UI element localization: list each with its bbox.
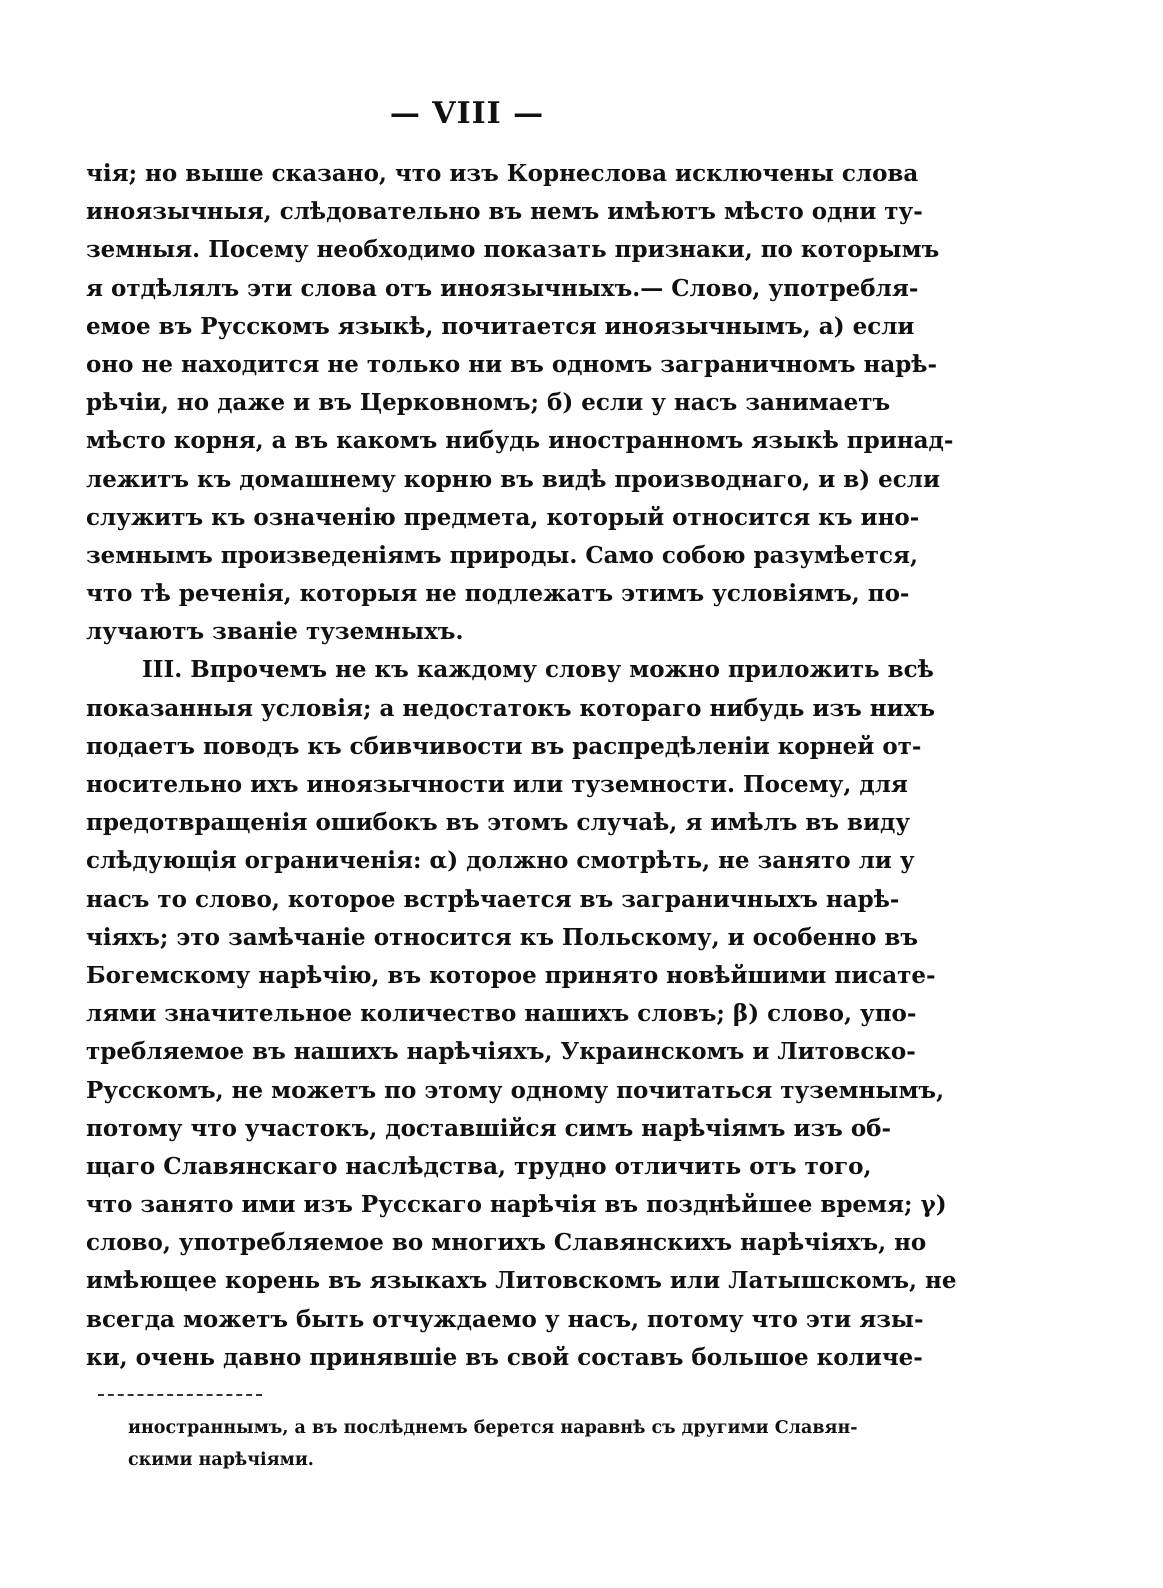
text-line: требляемое въ нашихъ нарѣчіяхъ, Украинскомъ и Литовско- — [86, 1038, 916, 1066]
text-line: насъ то слово, которое встрѣчается въ заграничныхъ нарѣ- — [86, 885, 900, 913]
text-line: земнымъ произведеніямъ природы. Само собою разумѣется, — [86, 541, 918, 569]
text-line: подаетъ поводъ къ сбивчивости въ распредѣленіи корней от- — [86, 732, 922, 760]
footnote-line: скими нарѣчіями. — [128, 1450, 314, 1470]
text-line: лями значительное количество нашихъ словъ; β) слово, упо- — [86, 1000, 917, 1028]
text-line: что занято ими изъ Русскаго нарѣчія въ позднѣйшее время; γ) — [86, 1191, 947, 1219]
footnote — [128, 1412, 856, 1476]
text-line: оно не находится не только ни въ одномъ заграничномъ нарѣ- — [86, 350, 938, 378]
text-line: всегда можетъ быть отчуждаемо у насъ, потому что эти язы- — [86, 1305, 924, 1333]
text-line: служитъ къ означенію предмета, который относится къ ино- — [86, 503, 920, 531]
text-line: емое въ Русскомъ языкѣ, почитается иноязычнымъ, а) если — [86, 312, 915, 340]
text-line: ки, очень давно принявшіе въ свой составъ большое количе- — [86, 1343, 923, 1371]
text-line: показанныя условія; а недостатокъ котораго нибудь изъ нихъ — [86, 694, 936, 722]
text-line: я отдѣлялъ эти слова отъ иноязычныхъ.— Слово, употребля- — [86, 274, 919, 302]
main-text — [86, 155, 957, 1377]
text-line: чіяхъ; это замѣчаніе относится къ Польскому, и особенно въ — [86, 923, 918, 951]
footnote-line: иностраннымъ, а въ послѣднемъ берется наравнѣ съ другими Славян- — [128, 1418, 858, 1438]
text-line: III. Впрочемъ не къ каждому слову можно приложить всѣ — [142, 656, 934, 684]
page-number-header: — VIII — — [389, 96, 545, 131]
text-line: рѣчіи, но даже и въ Церковномъ; б) если у насъ занимаетъ — [86, 389, 891, 417]
text-line: мѣсто корня, а въ какомъ нибудь иностранномъ языкѣ принад- — [86, 427, 954, 455]
paragraph-1 — [86, 155, 954, 651]
text-line: предотвращенія ошибокъ въ этомъ случаѣ, я имѣлъ въ виду — [86, 809, 911, 837]
text-line: слѣдующія ограниченія: α) должно смотрѣть, не занято ли у — [86, 847, 915, 875]
text-line: лежитъ къ домашнему корню въ видѣ производнаго, и в) если — [86, 465, 941, 493]
paragraph-2 — [86, 651, 957, 1377]
text-line: иноязычныя, слѣдовательно въ немъ имѣютъ мѣсто одни ту- — [86, 198, 923, 226]
text-line: лучаютъ званіе туземныхъ. — [86, 618, 464, 646]
text-line: носительно ихъ иноязычности или туземности. Посему, для — [86, 771, 908, 798]
text-line: потому что участокъ, доставшійся симъ нарѣчіямъ изъ об- — [86, 1114, 892, 1142]
text-line: щаго Славянскаго наслѣдства, трудно отличить отъ того, — [86, 1152, 872, 1180]
text-line: земныя. Посему необходимо показать признаки, по которымъ — [86, 236, 940, 264]
text-line: имѣющее корень въ языкахъ Литовскомъ или Латышскомъ, не — [86, 1267, 957, 1295]
text-line: чія; но выше сказано, что изъ Корнеслова исключены слова — [86, 160, 919, 187]
text-line: Русскомъ, не можетъ по этому одному почитаться туземнымъ, — [86, 1076, 945, 1104]
text-line: Богемскому нарѣчію, въ которое принято новѣйшими писате- — [86, 961, 936, 989]
footnote-divider — [98, 1394, 262, 1396]
text-line: слово, употребляемое во многихъ Славянскихъ нарѣчіяхъ, но — [86, 1229, 927, 1257]
text-line: что тѣ реченія, которыя не подлежатъ этимъ условіямъ, по- — [86, 580, 910, 608]
